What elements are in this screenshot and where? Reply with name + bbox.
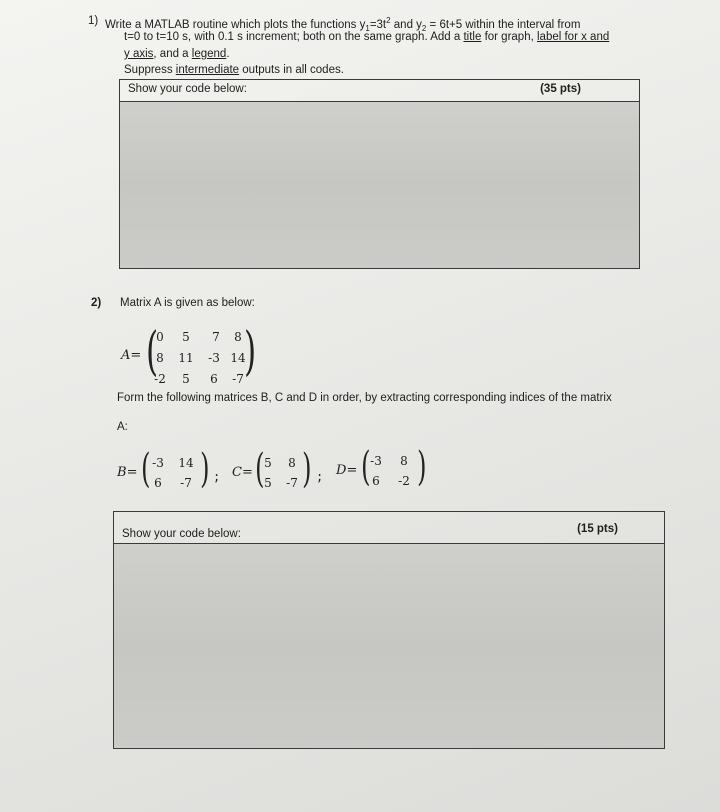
matrix-d-label <box>336 463 357 478</box>
matrix-c-equals: = <box>241 465 253 480</box>
q2-number: 2) <box>91 297 102 309</box>
matrix-a-cell: 8 <box>234 330 242 344</box>
q1-line-2 <box>124 30 644 44</box>
q2-code-box <box>113 511 665 749</box>
matrix-d-cell: -3 <box>370 454 382 468</box>
q1-line-3 <box>124 47 230 61</box>
matrix-c-cell: 8 <box>288 456 296 470</box>
q1-points: (35 pts) <box>540 83 581 95</box>
separator-b: ; <box>213 470 221 484</box>
q1-title-word: title <box>463 31 482 43</box>
matrix-b-letter: B <box>117 465 127 480</box>
matrix-d-cell: 6 <box>372 474 380 488</box>
q1-sup: 2 <box>386 16 391 25</box>
matrix-d-cell: 8 <box>400 454 408 468</box>
matrix-d-right-paren: ) <box>417 444 427 490</box>
q1-text-b: =3t <box>369 18 387 31</box>
matrix-b-cell: 6 <box>154 476 162 490</box>
q1-text-i: Suppress <box>124 64 176 76</box>
q1-text-e: t=0 to t=10 s, with 0.1 s increment; both on the same graph. Add a <box>124 31 464 43</box>
q1-code-box <box>119 79 640 269</box>
q1-code-box-label: Show your code below: <box>128 83 247 95</box>
matrix-a-cell: 0 <box>156 330 164 344</box>
matrix-c-cell: 5 <box>264 456 272 470</box>
matrix-c-letter: C <box>232 465 242 480</box>
matrix-a-cell: -2 <box>154 372 166 386</box>
q1-sub-2: 2 <box>421 24 427 34</box>
matrix-a-cell: 8 <box>156 351 164 365</box>
matrix-b-cell: 14 <box>178 456 194 470</box>
q1-text-a: Write a MATLAB routine which plots the functions y <box>105 18 366 31</box>
matrix-d-equals: = <box>346 463 358 478</box>
q1-text-g: , and a <box>153 48 192 60</box>
matrix-b-label <box>117 465 137 480</box>
q1-sub-1: 1 <box>365 24 370 34</box>
matrix-c-cell: 5 <box>264 476 272 490</box>
q1-legend-word: legend <box>191 48 227 60</box>
matrix-c-left-paren: ( <box>255 446 265 492</box>
q1-text-h: . <box>226 48 230 60</box>
q2-instruction-line-2: A: <box>117 421 128 433</box>
matrix-a-cell: 14 <box>230 351 246 365</box>
q2-code-box-header <box>114 512 664 544</box>
q2-points: (15 pts) <box>577 523 618 535</box>
matrix-c-label <box>232 465 253 480</box>
matrix-a-label <box>121 348 141 363</box>
matrix-a-cell: 5 <box>182 330 190 344</box>
matrix-a-right-paren: ) <box>244 322 257 382</box>
q1-intermediate-word: intermediate <box>175 64 240 76</box>
matrix-a-cell: 5 <box>182 372 190 386</box>
matrix-a-left-paren: ( <box>146 322 159 382</box>
q2-instruction-line-1: Form the following matrices B, C and D in order, by extracting corresponding indices of the matrix <box>117 392 612 404</box>
matrix-d-left-paren: ( <box>361 444 371 490</box>
matrix-b-cell: -3 <box>152 456 164 470</box>
matrix-d-letter: D <box>336 463 347 478</box>
q1-text-c: and y <box>390 18 422 31</box>
matrix-b-right-paren: ) <box>200 446 210 492</box>
q1-text-d: = 6t+5 within the interval from <box>426 18 581 31</box>
q1-code-area[interactable] <box>120 102 639 268</box>
matrix-a-cell: -3 <box>208 351 220 365</box>
separator-c: ; <box>316 470 324 484</box>
matrix-a <box>150 330 250 390</box>
matrix-b-left-paren: ( <box>141 446 151 492</box>
matrix-a-letter: A <box>121 348 131 363</box>
matrix-c-cell: -7 <box>286 476 298 490</box>
matrix-a-cell: -7 <box>232 372 244 386</box>
q1-text-f: for graph, <box>481 31 537 43</box>
q1-code-box-header <box>120 80 639 102</box>
matrix-b <box>146 456 206 496</box>
matrix-a-cell: 7 <box>212 330 220 344</box>
q2-code-area[interactable] <box>114 544 664 748</box>
q1-number: 1) <box>88 15 99 27</box>
q1-text-j: outputs in all codes. <box>239 64 344 76</box>
matrix-a-equals: = <box>130 348 142 363</box>
q1-line-4 <box>124 63 344 77</box>
matrix-d <box>364 454 424 494</box>
matrix-c <box>256 456 306 496</box>
matrix-a-cell: 11 <box>178 351 194 365</box>
matrix-b-equals: = <box>126 465 138 480</box>
matrix-d-cell: -2 <box>398 474 410 488</box>
q2-intro: Matrix A is given as below: <box>120 297 255 309</box>
matrix-a-cell: 6 <box>210 372 218 386</box>
q1-yaxis-word: y axis <box>124 48 154 60</box>
q1-label-words: label for x and <box>537 31 610 43</box>
q2-code-box-label: Show your code below: <box>122 528 241 540</box>
matrix-b-cell: -7 <box>180 476 192 490</box>
matrix-c-right-paren: ) <box>302 446 312 492</box>
